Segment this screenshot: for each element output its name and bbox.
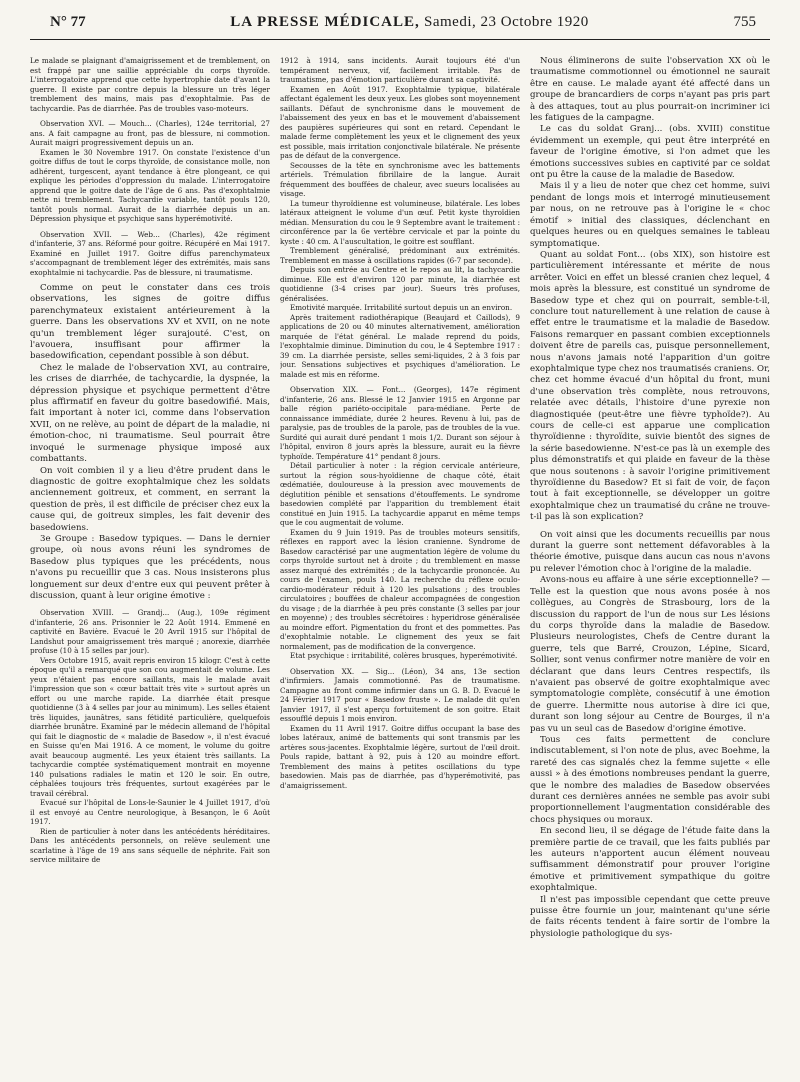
paragraph: Après traitement radiothérapique (Beaujard et Caillods), 9 applications de 20 ou 40 minutes alternativement, amélioration marquée de l'état général. Le malade reprend du poids, l'exophtalmie diminue. Diminution du cou, le 4 Septembre 1917 : 39 cm. La diarrhée persiste, selles semi-liquides, 2 à 3 fois par jour. Sensations subjectives et psychiques d'amélioration. Le malade est mis en réforme.: [280, 312, 520, 379]
paragraph: Vers Octobre 1915, avait repris environ 15 kilogr. C'est à cette époque qu'il a remarqué que son cou augmentait de volume. Les yeux n'étaient pas encore saillants, mais le malade avait l'impression que son « cœur battait très vite » surtout après un effort ou une marche rapide. La diarrhée était presque quotidienne (3 à 4 selles par jour au minimum). Les selles étaient très liquides, jaunâtres, sans fétidité particulière, quelquefois diarrhée brunâtre. Examiné par le médecin allemand de l'hôpital qui fait le diagnostic de « maladie de Basedow », il n'est évacué en Suisse qu'en Mai 1916. A ce moment, le volume du goitre avait beaucoup augmenté. Les yeux étaient très saillants. La tachycardie comptée systématiquement montrait en moyenne 140 pulsations radiales le matin et 120 le soir. En outre, céphalées toujours très fréquentes, surtout exagérées par le travail cérébral.: [30, 655, 270, 798]
paragraph: Observation XVI. — Mouch... (Charles), 124e territorial, 27 ans. A fait campagne au front, pas de blessure, ni commotion. Aurait maigri progressivement depuis un an.: [30, 119, 270, 147]
paragraph: Examen en Août 1917. Exophtalmie typique, bilatérale affectant également les deux yeux. Les globes sont moyennement saillants. Défaut de synchronisme dans le mouvement de l'abaissement des yeux en bas et le mouvement d'abaissement des paupières supérieures qui sont en retard. Cependant le malade ferme complètement les yeux et le clignement des yeux est possible, mais irritation conjonctivale bilatérale. Ne présente pas de défaut de la convergence.: [280, 84, 520, 160]
paragraph: Détail particulier à noter : la région cervicale antérieure, surtout la région sous-hyoïdienne de chaque côté, était œdématiée, douloureuse à la pression avec mouvements de déglutition pénible et sensations d'étouffements. Le syndrome basedowien complété par l'apparition du tremblement était constitué en Juin 1915. La tachycardie apparut en même temps que le cou augmentait de volume.: [280, 461, 520, 527]
paragraph: Mais il y a lieu de noter que chez cet homme, suivi pendant de longs mois et interrogé minutieusement par nous, on ne retrouve pas à l'origine le « choc émotif » initial des classiques, déclenchant en quelques heures ou en quelques semaines le tableau symptomatique.: [530, 181, 770, 249]
paragraph: Evacué sur l'hôpital de Lons-le-Saunier le 4 Juillet 1917, d'où il est envoyé au Centre neurologique, à Besançon, le 6 Août 1917.: [30, 798, 270, 827]
paragraph: On voit ainsi que les documents recueillis par nous durant la guerre sont nettement défavorables à la théorie émotive, puisque dans aucun cas nous n'avons pu relever l'émotion choc à l'origine de la maladie.: [530, 529, 770, 574]
text-columns: [30, 56, 770, 1066]
paragraph: Observation XVIII. — Grandj... (Aug.), 109e régiment d'infanterie, 26 ans. Prisonnier le 22 Août 1914. Emmené en captivité en Bavière. Evacué le 20 Avril 1915 sur l'hôpital de Landshut pour amaigrissement très marqué ; anorexie, diarrhée profuse (10 à 15 selles par jour).: [30, 608, 270, 656]
issue-date: Samedi, 23 Octobre 1920: [424, 14, 589, 30]
paragraph: Il n'est pas impossible cependant que cette preuve puisse être fournie un jour, maintenant qu'une série de faits récents tendent à faire sortir de l'ombre la physiologie pathologique du sys-: [530, 894, 770, 939]
paragraph: Observation XIX. — Font... (Georges), 147e régiment d'infanterie, 26 ans. Blessé le 12 Janvier 1915 en Argonne par balle région pariéto-occipitale para-médiane. Perte de connaissance immédiate, durée 2 heures. Revenu à lui, pas de paralysie, pas de troubles de la parole, pas de troubles de la vue. Surdité qui aurait duré pendant 1 mois 1/2. Durant son séjour à l'hôpital, environ 8 jours après la blessure, aurait eu la fièvre typhoïde. Température 41° pendant 8 jours.: [280, 385, 520, 461]
column-right: [530, 56, 770, 1066]
paragraph: Chez le malade de l'observation XVI, au contraire, les crises de diarrhée, de tachycardie, la dyspnée, la dépression physique et psychique permettent d'être plus affirmatif en faveur du goitre basedowifié. Mais, fait important à noter ici, comme dans l'observation XVII, on ne relève, au point de départ de la maladie, ni émotion-choc, ni traumatisme. Seul pourrait être invoqué le surmenage physique imposé aux combattants.: [30, 362, 270, 465]
page-number: 755: [733, 14, 756, 30]
journal-name: LA PRESSE MÉDICALE,: [230, 14, 420, 30]
paragraph: Examen du 9 Juin 1919. Pas de troubles moteurs sensitifs, réflexes en rapport avec la lésion cranienne. Syndrome de Basedow caractérisé par une augmentation légère de volume du corps thyroïde surtout net à droite ; du tremblement en masse assez marqué des extrémités ; de la tachycardie prononcée. Au cours de l'examen, pouls 140. La recherche du réflexe oculo-cardio-modérateur réduit à 120 les pulsations ; des troubles circulatoires ; bouffées de chaleur accompagnées de congestion du visage ; de la diarrhée à peu près constante (3 selles par jour en moyenne) ; des troubles sécrétoires : hyperidrose généralisée au moindre effort. Pigmentation du front et des pommettes. Pas d'exophtalmie notable. Le clignement des yeux se fait normalement, pas de modification de la convergence.: [280, 527, 520, 651]
paragraph: Nous éliminerons de suite l'observation XX où le traumatisme commotionnel ou émotionnel ne saurait être en cause. Le malade ayant été affecté dans un groupe de brancardiers de corps n'ayant pas pris part à des attaques, tout au plus pourrait-on incriminer ici les fatigues de la campagne.: [530, 56, 770, 124]
issue-number: N° 77: [50, 14, 86, 30]
paragraph: Emotivité marquée. Irritabilité surtout depuis un an environ.: [290, 303, 513, 312]
paragraph: Comme on peut le constater dans ces trois observations, les signes de goitre diffus parenchymateux existaient antérieurement à la guerre. Dans les observations XV et XVII, on ne note qu'un tremblement léger surajouté. C'est, on l'avouera, insuffisant pour affirmer la basedowification, cependant possible à son début.: [30, 283, 270, 362]
paragraph: Avons-nous eu affaire à une série exceptionnelle? — Telle est la question que nous avons posée à nos collègues, au Congrès de Strasbourg, lors de la discussion du rapport de l'un de nous sur Les lésions du corps thyroïde dans la maladie de Basedow. Plusieurs neurologistes, Chefs de Centre durant la guerre, tels que Barré, Crouzon, Lépine, Sicard, Sollier, sont venus confirmer notre manière de voir en déclarant que dans leurs Centres respectifs, ils n'avaient pas observé de goitre exophtalmique avec symptomatologie complète, consécutif à une émotion de guerre. Lhermitte nous autorise à dire ici que, durant son long séjour au Centre de Bourges, il n'a pas vu un seul cas de Basedow d'origine émotive.: [530, 575, 770, 734]
paragraph: La tumeur thyroïdienne est volumineuse, bilatérale. Les lobes latéraux atteignent le volume d'un œuf. Petit kyste thyroïdien médian. Mensuration du cou le 9 Septembre avant le traitement : circonférence par la 6e vertèbre cervicale et par la pointe du kyste : 40 cm. A l'auscultation, le goitre est soufflant.: [280, 198, 520, 246]
paragraph: Tous ces faits permettent de conclure indiscutablement, si l'on note de plus, avec Boehme, la rareté des cas signalés chez la femme sujette « elle aussi » à des émotions nombreuses pendant la guerre, que le nombre des maladies de Basedow observées durant ces dernières années ne semble pas avoir subi proportionnellement l'augmentation considérable des chocs physiques ou moraux.: [530, 734, 770, 825]
paragraph: Observation XX. — Sig... (Léon), 34 ans, 13e section d'infirmiers. Jamais commotionné. Pas de traumatisme. Campagne au front comme infirmier dans un G. B. D. Evacué le 24 Février 1917 pour « Basedow fruste ». Le malade dit qu'en Janvier 1917, il s'est aperçu fortuitement de son goitre. Etait essoufflé depuis 1 mois environ.: [280, 666, 520, 723]
paragraph: Examen le 30 Novembre 1917. On constate l'existence d'un goitre diffus de tout le corps thyroïde, de consistance molle, non adhérent, turgescent, ayant tendance à être plongeant, ce qui explique les périodes d'oppression du malade. L'interrogatoire apprend que le goitre date de l'âge de 6 ans. Pas d'exophtalmie nette ni tremblement. Tachycardie variable, tantôt pouls 120, tantôt pouls normal. Aurait de la diarrhée depuis un an. Dépression physique et psychique sans hyperémotivité.: [30, 147, 270, 223]
column-left: [30, 56, 270, 1066]
paragraph: Quant au soldat Font... (obs XIX), son histoire est particulièrement intéressante et mérite de nous arrêter. Voici en effet un blessé cranien chez lequel, 4 mois après la blessure, est constitué un syndrome de Basedow type et chez qui on pourrait, semble-t-il, conclure tout naturellement à une relation de cause à effet entre le traumatisme et la maladie de Basedow. Faisons remarquer en passant combien exceptionnels doivent être de pareils cas, puisque personnellement, nous n'avons jamais noté l'apparition d'un goitre exophtalmique type chez nos traumatisés craniens. Or, chez cet homme évacué d'un hôpital du front, muni d'une observation très complète, nous retrouvons, relatée avec détails, l'histoire d'une pyrexie non diagnostiquée (peut-être une fièvre typhoïde?). Au cours de celle-ci est apparue une complication thyroïdienne : thyroïdite, suivie bientôt des signes de la série basedowienne. N'est-ce pas là un exemple des plus démonstratifs et qui plaide en faveur de la thèse que nous soutenons : à savoir l'origine primitivement thyroïdienne du Basedow? Et si fait de voir, de façon tout à fait exceptionnelle, se développer un goitre exophtalmique chez un traumatisé du crâne ne trouve-t-il pas là son explication?: [530, 249, 770, 523]
paragraph: Depuis son entrée au Centre et le repos au lit, la tachycardie diminue. Elle est d'environ 120 par minute, la diarrhée est quotidienne (3-4 crises par jour). Sueurs très profuses, généralisées.: [280, 265, 520, 303]
paragraph: Rien de particulier à noter dans les antécédents héréditaires. Dans les antécédents personnels, on relève seulement une scarlatine à l'âge de 19 ans sans séquelle de néphrite. Fait son service militaire de: [30, 826, 270, 865]
paragraph: Le cas du soldat Granj... (obs. XVIII) constitue évidemment un exemple, qui peut être interprété en faveur de l'origine émotive, si l'on admet que les émotions successives subies en captivité par ce soldat ont pu être la cause de la maladie de Basedow.: [530, 124, 770, 181]
paragraph: Etat psychique : irritabilité, colères brusques, hyperémotivité.: [290, 651, 518, 660]
paragraph: Secousses de la tête en synchronisme avec les battements artériels. Trémulation fibrillaire de la langue. Aurait fréquemment des bouffées de chaleur, avec sueurs localisées au visage.: [280, 160, 520, 198]
paragraph: On voit combien il y a lieu d'être prudent dans le diagnostic de goitre exophtalmique chez les soldats anciennement goitreux, et comment, en serrant la question de près, il est difficile de préciser chez eux la cause qui, de goitreux simples, les fait devenir des basedowiens.: [30, 465, 270, 533]
page-header: [30, 14, 770, 40]
paragraph: Le malade se plaignant d'amaigrissement et de tremblement, on est frappé par une saillie appréciable du corps thyroïde. L'interrogatoire apprend que cette hypertrophie date d'avant la guerre. Il existe par contre depuis la blessure un très léger tremblement des mains, mais pas d'exophtalmie. Pas de tachycardie. Pas de diarrhée. Pas de troubles vaso-moteurs.: [30, 56, 270, 113]
column-middle: [280, 56, 520, 1066]
paragraph: En second lieu, il se dégage de l'étude faite dans la première partie de ce travail, que les faits publiés par les auteurs n'apportent aucun élément nouveau suffisamment démonstratif pour prouver l'origine émotive et primitivement sympathique du goitre exophtalmique.: [530, 826, 770, 894]
paragraph: Examen du 11 Avril 1917. Goitre diffus occupant la base des lobes latéraux, animé de battements qui sont transmis par les artères sous-jacentes. Exophtalmie légère, surtout de l'œil droit. Pouls rapide, battant à 92, puis à 120 au moindre effort. Tremblement des mains à petites oscillations du type basedowien. Mais pas de diarrhée, pas d'hyperémotivité, pas d'amaigrissement.: [280, 723, 520, 790]
paragraph: 1912 à 1914, sans incidents. Aurait toujours été d'un tempérament nerveux, vif, facilement irritable. Pas de traumatisme, pas d'émotion particulière durant sa captivité.: [280, 56, 520, 84]
paragraph: 3e Groupe : Basedow typiques. — Dans le dernier groupe, où nous avons réuni les syndromes de Basedow plus typiques que les précédents, nous n'avons pu recueillir que 3 cas. Nous insisterons plus longuement sur deux d'entre eux qui peuvent prêter à discussion, quant à leur origine émotive :: [30, 533, 270, 601]
paragraph: Tremblement généralisé, prédominant aux extrémités. Tremblement en masse à oscillations rapides (6-7 par seconde).: [280, 246, 520, 265]
paragraph: Observation XVII. — Web... (Charles), 42e régiment d'infanterie, 37 ans. Réformé pour goitre. Récupéré en Mai 1917. Examiné en Juillet 1917. Goitre diffus parenchymateux s'accompagnant de tremblement léger des extrémités, mais sans exophtalmie ni tachycardie. Pas de blessure, ni traumatisme.: [30, 229, 270, 277]
running-title: [230, 14, 589, 31]
